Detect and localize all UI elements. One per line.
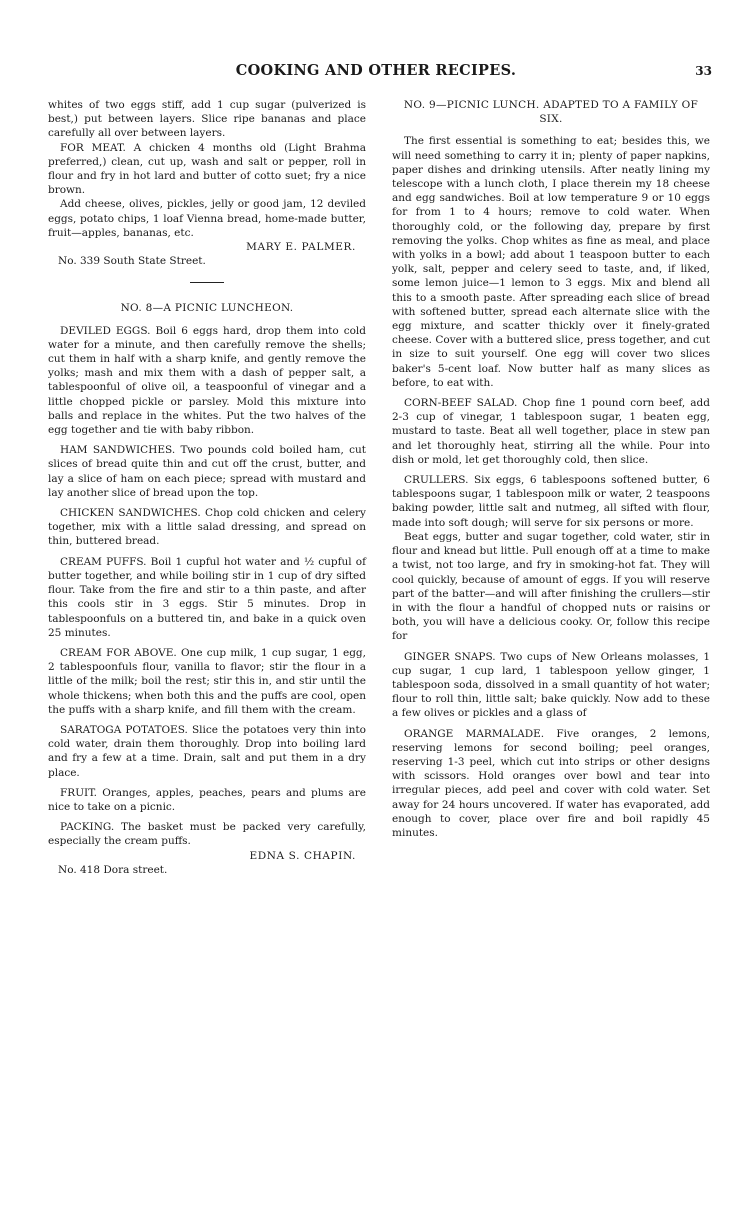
page-header — [40, 62, 712, 86]
paragraph-beat-eggs: Beat eggs, butter and sugar together, cold water, stir in flour and knead but little. Pull enough off at a time to make a twist, not too large, and fry in smoking-hot fat. They will cool quickly, because of amount of eggs. If you will reserve part of the batter—and will after finishing the crullers—stir in with the flour a handful of chopped nuts or raisins or both, you will have a delicious cooky. Or, follow this recipe for — [392, 530, 710, 643]
address-edna-chapin: No. 418 Dora street. — [58, 863, 168, 876]
section-divider — [190, 282, 224, 283]
heading-picnic-luncheon: NO. 8—A PICNIC LUNCHEON. — [120, 302, 294, 315]
signature-edna-chapin: EDNA S. CHAPIN. — [249, 849, 356, 862]
paragraph-add-cheese: Add cheese, olives, pickles, jelly or good jam, 12 deviled eggs, potato chips, 1 loaf Vienna bread, home-made butter, fruit—apples, bananas, etc. — [48, 198, 366, 239]
paragraph-for-meat: FOR MEAT. A chicken 4 months old (Light Brahma preferred,) clean, cut up, wash and salt or pepper, roll in flour and fry in hot lard and butter of cotto suet; fry a nice brown. — [48, 141, 366, 197]
recipe-ginger-snaps: GINGER SNAPS. Two cups of New Orleans molasses, 1 cup sugar, 1 cup lard, 1 tablespoon yellow ginger, 1 tablespoon soda, dissolved in a small quantity of hot water; flour to roll thin, little salt; bake quickly. Now add to these a few olives or pickles and a glass of — [392, 650, 710, 720]
paragraph-fruit: FRUIT. Oranges, apples, peaches, pears and plums are nice to take on a picnic. — [48, 786, 366, 813]
address-mary-palmer: No. 339 South State Street. — [58, 255, 206, 268]
left-column — [48, 98, 366, 877]
right-column — [392, 98, 710, 840]
paragraph-cake-continued: whites of two eggs stiff, add 1 cup sugar (pulverized is best,) put between layers. Slice ripe bananas and place carefully all over between layers. — [48, 99, 366, 140]
signature-mary-palmer: MARY E. PALMER. — [246, 241, 356, 254]
recipe-crullers: CRULLERS. Six eggs, 6 tablespoons softened butter, 6 tablespoons sugar, 1 tablespoon milk or water, 2 teaspoons baking powder, little salt and nutmeg, all sifted with flour, made into soft dough; will serve for six persons or more. — [392, 474, 710, 529]
paragraph-first-essential: The first essential is something to eat; besides this, we will need something to carry it in; plenty of paper napkins, paper dishes and drinking utensils. After neatly lining my telescope with a lunch cloth, I place therein my 18 cheese and egg sandwiches. Boil at low temperature 9 or 10 eggs for from 1 to 4 hours; remove to cold water. When thoroughly cold, or the following day, prepare by first removing the yolks. Chop whites as fine as meal, and place with yolks in a bowl; add about 1 teaspoon butter to each yolk, salt, pepper and celery seed to taste, and, if liked, some lemon juice—1 lemon to 3 eggs. Mix and blend all this to a smooth paste. After spreading each slice of bread with softened butter, spread each alternate slice with the egg mixture, and scatter thickly over it finely-grated cheese. Cover with a buttered slice, press together, and cut in size to suit yourself. One egg will cover two slices baker's 5-cent loaf. Now butter half as many slices as before, to eat with. — [392, 135, 710, 389]
heading-picnic-lunch: NO. 9—PICNIC LUNCH. ADAPTED TO A FAMILY OF SIX. — [403, 99, 699, 126]
page-number: 33 — [695, 64, 712, 78]
paragraph-packing: PACKING. The basket must be packed very carefully, especially the cream puffs. — [48, 821, 366, 848]
recipe-ham-sandwiches: HAM SANDWICHES. Two pounds cold boiled ham, cut slices of bread quite thin and cut off the crust, butter, and lay a slice of ham on each piece; spread with mustard and lay another slice of bread upon the top. — [48, 444, 366, 499]
recipe-cream-puffs: CREAM PUFFS. Boil 1 cupful hot water and ½ cupful of butter together, and while boiling stir in 1 cup of dry sifted flour. Take from the fire and stir to a thin paste, and after this cools stir in 3 eggs. Stir 5 minutes. Drop in tablespoonfuls on a buttered tin, and bake in a quick oven 25 minutes. — [48, 555, 366, 639]
recipe-deviled-eggs: DEVILED EGGS. Boil 6 eggs hard, drop them into cold water for a minute, and then carefully remove the shells; cut them in half with a sharp knife, and gently remove the yolks; mash and mix them with a dash of pepper salt, a tablespoonful of olive oil, a teaspoonful of vinegar and a little chopped pickle or parsley. Mold this mixture into balls and replace in the whites. Put the two halves of the egg together and tie with baby ribbon. — [48, 324, 366, 437]
recipe-cream-for-above: CREAM FOR ABOVE. One cup milk, 1 cup sugar, 1 egg, 2 tablespoonfuls flour, vanilla to flavor; stir the flour in a little of the milk; boil the rest; stir this in, and stir until the whole thickens; when both this and the puffs are cool, open the puffs with a sharp knife, and fill them with the cream. — [48, 646, 366, 716]
recipe-saratoga-potatoes: SARATOGA POTATOES. Slice the potatoes very thin into cold water, drain them thoroughly. Drop into boiling lard and fry a few at a time. Drain, salt and put them in a dry place. — [48, 723, 366, 779]
recipe-chicken-sandwiches: CHICKEN SANDWICHES. Chop cold chicken and celery together, mix with a little salad dressing, and spread on thin, buttered bread. — [48, 507, 366, 548]
running-title: COOKING AND OTHER RECIPES. — [235, 62, 517, 79]
recipe-orange-marmalade: ORANGE MARMALADE. Five oranges, 2 lemons, reserving lemons for second boiling; peel oranges, reserving 1-3 peel, which cut into strips or other designs with scissors. Hold oranges over bowl and tear into irregular pieces, add peel and cover with cold water. Set away for 24 hours uncovered. If water has evaporated, add enough to cover, place over fire and boil rapidly 45 minutes. — [392, 727, 710, 839]
recipe-corn-beef-salad: CORN-BEEF SALAD. Chop fine 1 pound corn beef, add 2-3 cup of vinegar, 1 tablespoon sugar, 1 beaten egg, mustard to taste. Beat all well together, place in stew pan and let thoroughly heat, stirring all the while. Pour into dish or mold, let get thoroughly cold, then slice. — [392, 397, 710, 466]
